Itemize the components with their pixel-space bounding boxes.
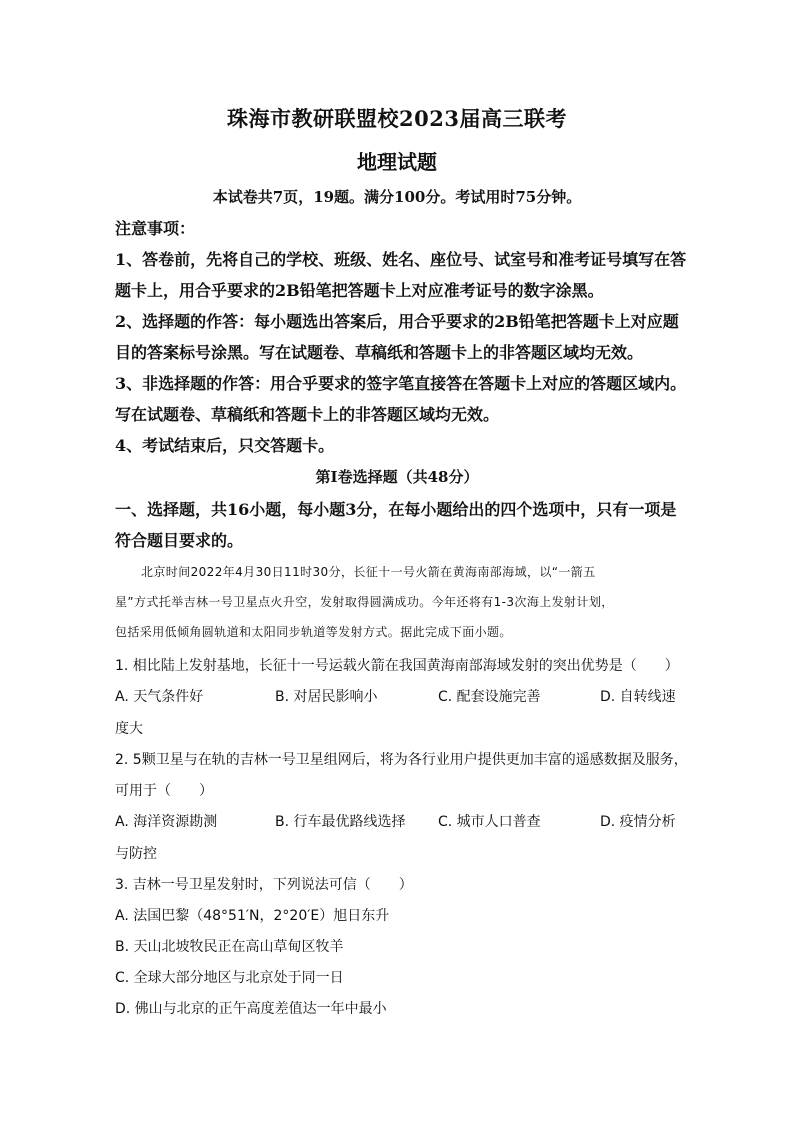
passage-line: 北京时间2022年4月30日11时30分，长征十一号火箭在黄海南部海域，以“一箭五 [141, 565, 596, 579]
exam-subtitle: 地理试题 [357, 150, 437, 174]
notice-line: 1、答卷前，先将自己的学校、班级、姓名、座位号、试室号和准考证号填写在答 [115, 250, 687, 269]
question-2-stem-cont: 可用于（ ） [115, 783, 213, 799]
question-3-option-b: B. 天山北坡牧民正在高山草甸区牧羊 [115, 939, 344, 955]
section-title: 第Ⅰ卷选择题（共48分） [315, 468, 479, 486]
question-2-option-b: B. 行车最优路线选择 [275, 814, 406, 830]
notice-heading: 注意事项： [115, 219, 196, 238]
section-instruction: 一、选择题，共16小题，每小题3分，在每小题给出的四个选项中，只有一项是 [115, 500, 677, 519]
question-2-option-c: C. 城市人口普查 [438, 814, 541, 830]
question-3-option-d: D. 佛山与北京的正午高度差值达一年中最小 [115, 1001, 387, 1017]
question-2-stem: 2. 5颗卫星与在轨的吉林一号卫星组网后，将为各行业用户提供更加丰富的遥感数据及服务， [115, 752, 688, 768]
passage-line: 包括采用低倾角圆轨道和太阳同步轨道等发射方式。据此完成下面小题。 [115, 625, 512, 639]
question-1-option-b: B. 对居民影响小 [275, 689, 378, 705]
question-2-option-d-wrap: 与防控 [115, 846, 157, 862]
question-2-option-a: A. 海洋资源勘测 [115, 814, 218, 830]
exam-info: 本试卷共7页，19题。满分100分。考试用时75分钟。 [212, 188, 582, 206]
question-1-stem: 1. 相比陆上发射基地，长征十一号运载火箭在我国黄海南部海域发射的突出优势是（ ） [115, 658, 679, 674]
question-1-option-d: D. 自转线速 [600, 689, 676, 705]
notice-line: 题卡上，用合乎要求的2B铅笔把答题卡上对应准考证号的数字涂黑。 [115, 281, 604, 300]
question-1-option-d-wrap: 度大 [115, 721, 143, 737]
question-2-option-d: D. 疫情分析 [600, 814, 676, 830]
notice-line: 3、非选择题的作答：用合乎要求的签字笔直接答在答题卡上对应的答题区域内。 [115, 374, 687, 393]
exam-title: 珠海市教研联盟校2023届高三联考 [227, 106, 567, 131]
question-3-option-a: A. 法国巴黎（48°51′N，2°20′E）旭日东升 [115, 908, 390, 924]
notice-line: 2、选择题的作答：每小题选出答案后，用合乎要求的2B铅笔把答题卡上对应题 [115, 312, 679, 331]
passage-line: 星”方式托举吉林一号卫星点火升空，发射取得圆满成功。今年还将有1-3次海上发射计划， [115, 595, 614, 609]
question-1-option-c: C. 配套设施完善 [438, 689, 541, 705]
notice-line: 4、考试结束后，只交答题卡。 [115, 436, 335, 455]
question-3-option-c: C. 全球大部分地区与北京处于同一日 [115, 970, 344, 986]
section-instruction: 符合题目要求的。 [115, 531, 244, 550]
notice-line: 目的答案标号涂黑。写在试题卷、草稿纸和答题卡上的非答题区域均无效。 [115, 343, 644, 362]
question-3-stem: 3. 吉林一号卫星发射时，下列说法可信（ ） [115, 877, 413, 893]
question-1-option-a: A. 天气条件好 [115, 689, 204, 705]
notice-line: 写在试题卷、草稿纸和答题卡上的非答题区域均无效。 [115, 405, 500, 424]
